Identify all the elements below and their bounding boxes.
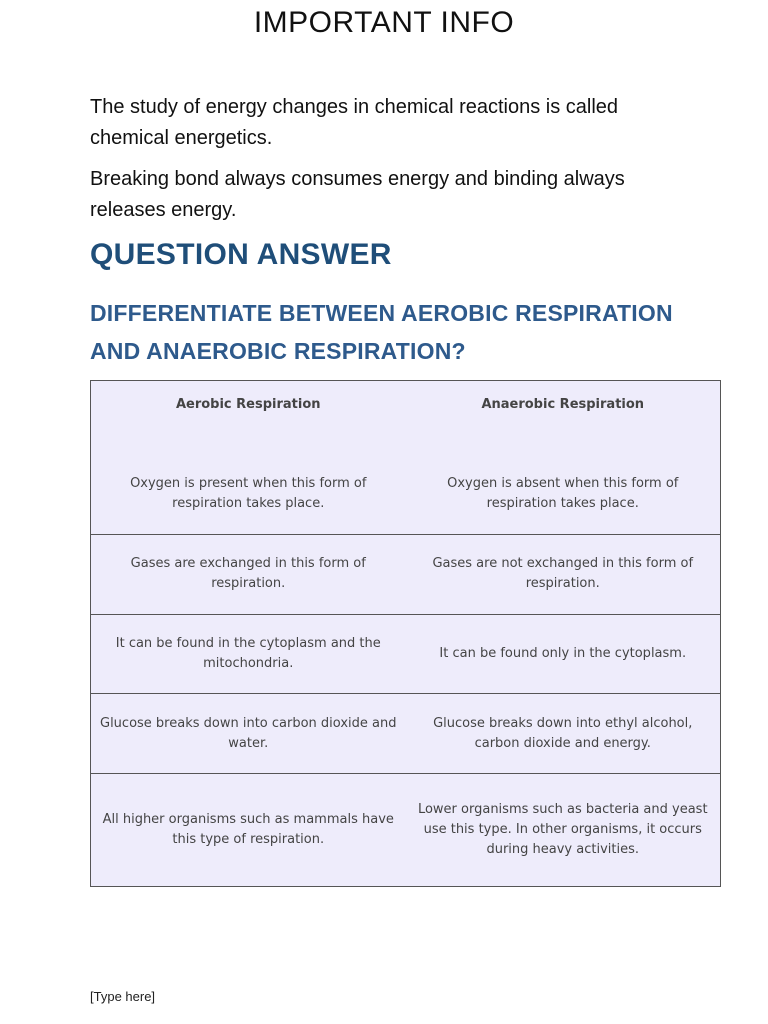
page-title: IMPORTANT INFO [253,6,515,39]
table-row [91,774,721,887]
table-cell: It can be found in the cytoplasm and the mitochondria. [115,636,381,672]
table-cell: All higher organisms such as mammals have this type of respiration. [102,812,394,848]
column-header-aerobic: Aerobic Respiration [175,397,321,412]
table-cell: Lower organisms such as bacteria and yeast use this type. In other organisms, it occurs during heavy activities. [417,802,708,858]
column-header-anaerobic: Anaerobic Respiration [481,397,645,412]
table-cell: Oxygen is present when this form of respiration takes place. [130,476,367,512]
question-heading: DIFFERENTIATE BETWEEN AEROBIC RESPIRATION AND ANAEROBIC RESPIRATION? [90,300,673,364]
table-cell: It can be found only in the cytoplasm. [439,646,687,662]
table-cell: Glucose breaks down into carbon dioxide and water. [100,715,397,751]
table-row [91,694,721,774]
paragraph-bonds: Breaking bond always consumes energy and binding always releases energy. [90,168,625,221]
section-heading: QUESTION ANSWER [90,238,392,271]
table-cell: Gases are not exchanged in this form of respiration. [432,556,694,592]
table-row [91,455,721,534]
paragraph-energetics: The study of energy changes in chemical reactions is called chemical energetics. [90,96,619,149]
comparison-table [90,380,721,887]
table-cell: Glucose breaks down into ethyl alcohol, carbon dioxide and energy. [433,715,693,751]
table-row [91,534,721,614]
table-cell: Gases are exchanged in this form of respiration. [130,556,366,592]
table-header-row [91,381,721,456]
footer-placeholder: [Type here] [90,989,156,1004]
table-row [91,614,721,694]
table-cell: Oxygen is absent when this form of respiration takes place. [447,476,679,512]
